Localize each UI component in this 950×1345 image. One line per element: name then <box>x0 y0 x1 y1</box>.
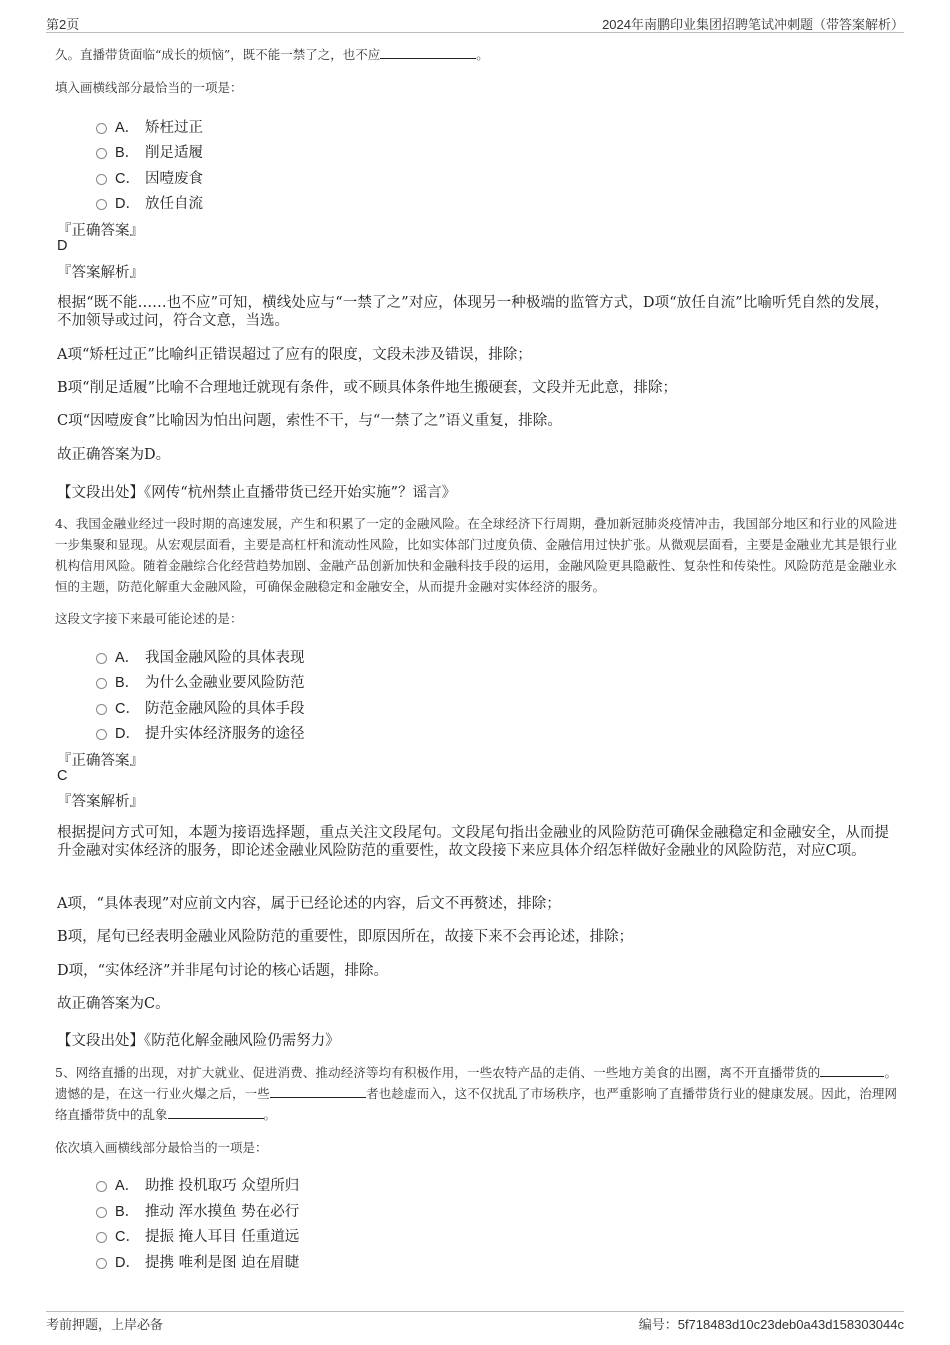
radio-icon[interactable] <box>96 653 107 664</box>
fill-blank <box>380 46 476 59</box>
q3-option-c[interactable]: C． 因噎废食 <box>96 167 203 188</box>
q3-analysis-3: B项“削足适履”比喻不合理地迁就现有条件，或不顾具体条件地生搬硬套，文段并无此意，排除； <box>57 380 677 396</box>
q3-answer: D <box>57 238 68 254</box>
document-code: 编号：5f718483d10c23deb0a43d158303044c <box>638 1317 904 1332</box>
q4-option-b[interactable]: B． 为什么金融业要风险防范 <box>96 671 305 692</box>
q4-analysis-1: 根据提问方式可知，本题为接语选择题，重点关注文段尾句。文段尾句指出金融业的风险防范可确保金融稳定和金融安全，从而提升金融对实体经济的服务，即论述金融业风险防范的重要性，故文段接下来应具体介绍怎样做好金融业的风险防范，对应C项。 <box>57 825 889 859</box>
q3-analysis-5: 故正确答案为D。 <box>57 447 171 463</box>
q4-option-c[interactable]: C． 防范金融风险的具体手段 <box>96 697 305 718</box>
radio-icon[interactable] <box>96 1258 107 1269</box>
q4-prompt: 这段文字接下来最可能论述的是： <box>55 611 243 626</box>
q3-answer-label: 『正确答案』 <box>57 223 144 239</box>
q5-option-c[interactable]: C． 提振 掩人耳目 任重道远 <box>96 1225 299 1246</box>
fill-blank <box>270 1085 366 1098</box>
q5-text: 5、网络直播的出现，对扩大就业、促进消费、推动经济等均有积极作用，一些农特产品的走俏、一些地方美食的出圈，离不开直播带货的 。遗憾的是，在这一行业火爆之后，一些 者也趁虚而入，这不仅扰乱了市场秩序，也严重影响了直播带货行业的健康发展。因此，治理网络直播带货中的乱象 。 <box>55 1065 897 1122</box>
q3-analysis-2: A项“矫枉过正”比喻纠正错误超过了应有的限度，文段未涉及错误，排除； <box>57 347 532 363</box>
q3-tail: 久。直播带货面临“成长的烦恼”，既不能一禁了之，也不应 。 <box>55 47 489 62</box>
q3-source: 【文段出处】《网传“杭州禁止直播带货已经开始实施”？谣言》 <box>57 485 457 501</box>
footer-divider <box>46 1311 904 1312</box>
radio-icon[interactable] <box>96 199 107 210</box>
q3-option-a[interactable]: A． 矫枉过正 <box>96 116 203 137</box>
q4-text: 4、我国金融业经过一段时期的高速发展，产生和积累了一定的金融风险。在全球经济下行周期，叠加新冠肺炎疫情冲击，我国部分地区和行业的风险进一步集聚和显现。从宏观层面看，主要是高杠杆和流动性风险，比如实体部门过度负债、金融信用过快扩张。从微观层面看，主要是金融业尤其是银行业机构信用风险。随着金融综合化经营趋势加剧、金融产品创新加快和金融科技手段的运用，金融风险更具隐蔽性、复杂性和传染性。风险防范是金融业永恒的主题，防范化解重大金融风险，可确保金融稳定和金融安全，从而提升金融对实体经济的服务。 <box>55 516 897 594</box>
document-title: 2024年南鹏印业集团招聘笔试冲刺题（带答案解析） <box>602 17 904 32</box>
q4-analysis-label: 『答案解析』 <box>57 794 144 810</box>
q3-analysis-label: 『答案解析』 <box>57 265 144 281</box>
q3-analysis-4: C项“因噎废食”比喻因为怕出问题，索性不干，与“一禁了之”语义重复，排除。 <box>57 413 562 429</box>
q4-analysis-5: 故正确答案为C。 <box>57 996 170 1012</box>
radio-icon[interactable] <box>96 704 107 715</box>
q4-option-a[interactable]: A． 我国金融风险的具体表现 <box>96 646 305 667</box>
q4-analysis-2: A项，“具体表现”对应前文内容，属于已经论述的内容，后文不再赘述，排除； <box>57 896 561 912</box>
q5-option-a[interactable]: A． 助推 投机取巧 众望所归 <box>96 1174 299 1195</box>
radio-icon[interactable] <box>96 1207 107 1218</box>
q4-source: 【文段出处】《防范化解金融风险仍需努力》 <box>57 1033 340 1049</box>
fill-blank <box>168 1106 264 1119</box>
radio-icon[interactable] <box>96 1181 107 1192</box>
q4-option-d[interactable]: D． 提升实体经济服务的途径 <box>96 722 305 743</box>
radio-icon[interactable] <box>96 678 107 689</box>
q5-option-b[interactable]: B． 推动 浑水摸鱼 势在必行 <box>96 1200 299 1221</box>
footer-slogan: 考前押题，上岸必备 <box>46 1317 164 1332</box>
q4-analysis-4: D项，“实体经济”并非尾句讨论的核心话题，排除。 <box>57 963 388 979</box>
q4-answer-label: 『正确答案』 <box>57 753 144 769</box>
radio-icon[interactable] <box>96 123 107 134</box>
radio-icon[interactable] <box>96 148 107 159</box>
page-footer <box>46 1314 904 1332</box>
page-header <box>46 14 904 32</box>
q3-prompt: 填入画横线部分最恰当的一项是： <box>55 80 243 95</box>
radio-icon[interactable] <box>96 174 107 185</box>
q3-option-b[interactable]: B． 削足适履 <box>96 141 203 162</box>
q5-option-d[interactable]: D． 提携 唯利是图 迫在眉睫 <box>96 1251 299 1272</box>
q4-analysis-3: B项，尾句已经表明金融业风险防范的重要性，即原因所在，故接下来不会再论述，排除； <box>57 929 634 945</box>
fill-blank <box>820 1064 884 1077</box>
q3-option-d[interactable]: D． 放任自流 <box>96 192 203 213</box>
page-number: 第2页 <box>46 17 80 32</box>
radio-icon[interactable] <box>96 1232 107 1243</box>
q5-prompt: 依次填入画横线部分最恰当的一项是： <box>55 1140 268 1155</box>
header-divider <box>46 32 904 33</box>
radio-icon[interactable] <box>96 729 107 740</box>
q3-analysis-1: 根据“既不能……也不应”可知，横线处应与“一禁了之”对应，体现另一种极端的监管方式，D项“放任自流”比喻听凭自然的发展，不加领导或过问，符合文意，当选。 <box>57 295 889 329</box>
q4-answer: C <box>57 768 68 784</box>
